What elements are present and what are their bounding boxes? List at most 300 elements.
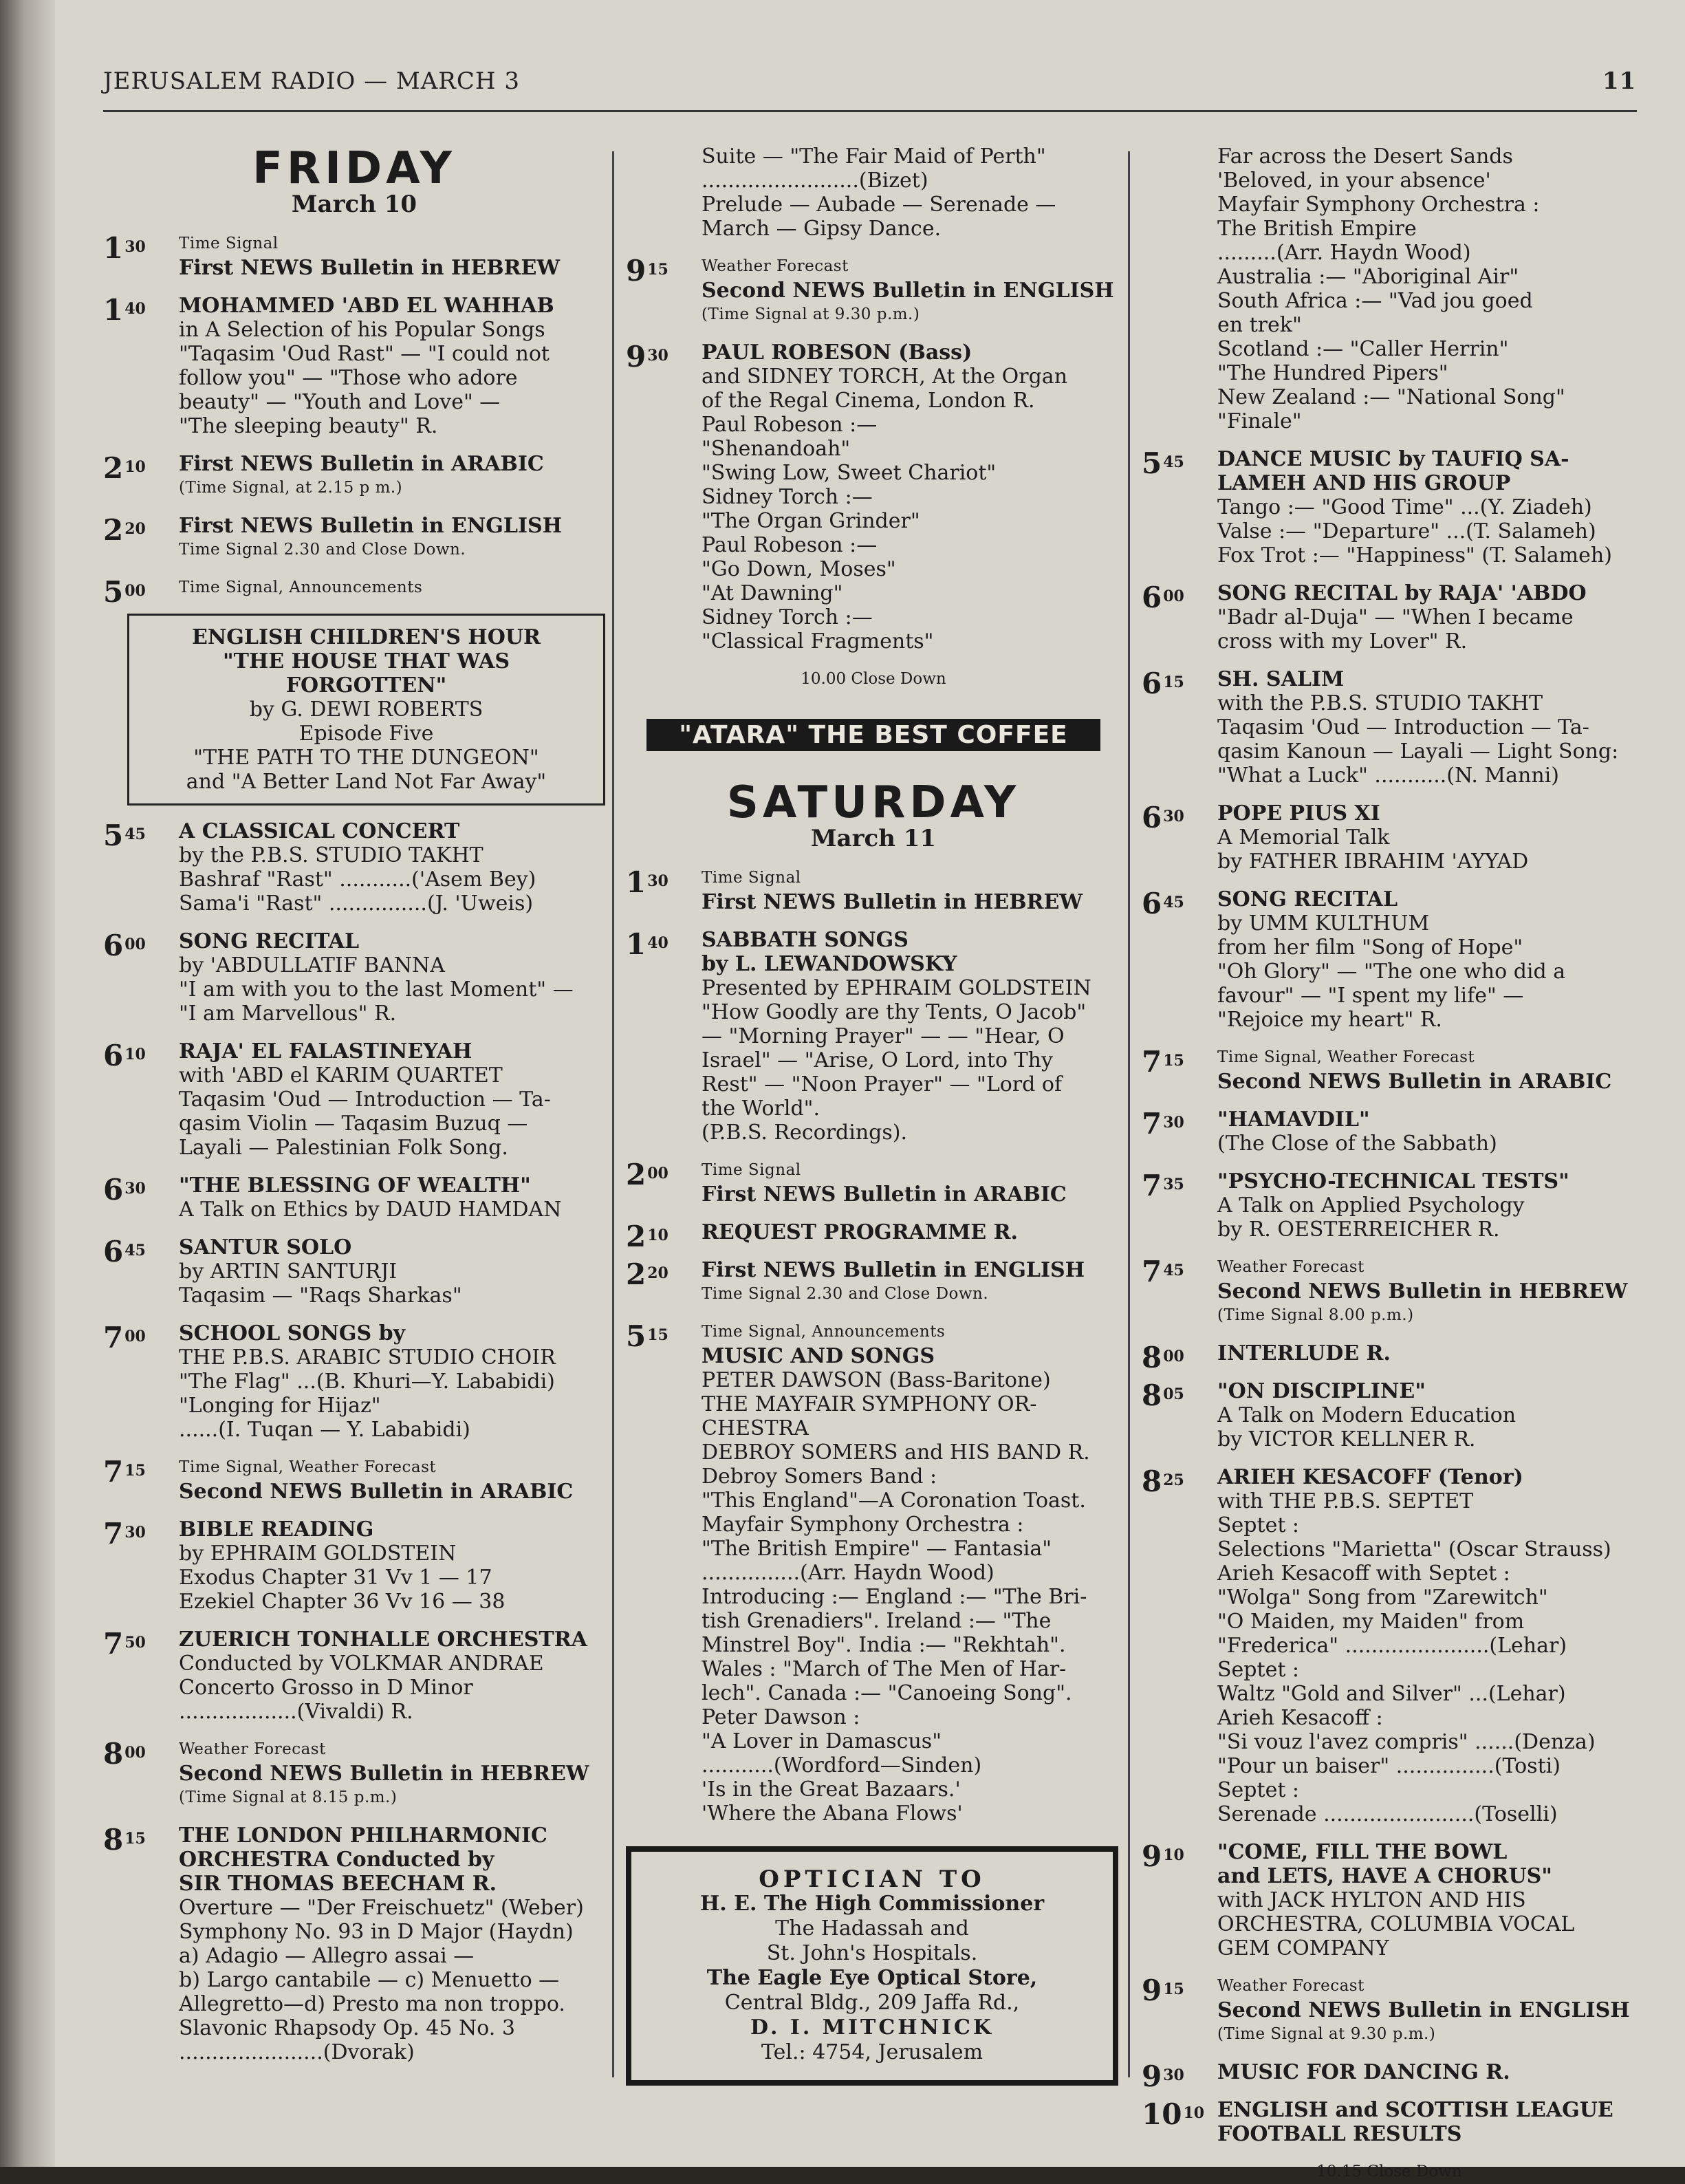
programme-line: with the P.B.S. STUDIO TAKHT bbox=[1217, 691, 1543, 715]
programme-line: ...........(Wordford—Sinden) bbox=[702, 1753, 982, 1777]
programme-time bbox=[103, 929, 175, 962]
programme-line: "A Lover in Damascus" bbox=[702, 1729, 942, 1753]
programme-line: MOHAMMED 'ABD EL WAHHAB bbox=[179, 294, 554, 318]
time-hour: 6 bbox=[1142, 887, 1162, 920]
programme-line: "Longing for Hijaz" bbox=[179, 1394, 381, 1418]
time-hour: 2 bbox=[103, 451, 124, 485]
time-minutes: 15 bbox=[124, 1462, 146, 1480]
text-line: "THE PATH TO THE DUNGEON" bbox=[193, 746, 539, 770]
programme-line: Second NEWS Bulletin in HEBREW bbox=[1217, 1279, 1628, 1304]
header-rule bbox=[103, 110, 1637, 112]
programme-line: "Shenandoah" bbox=[702, 437, 851, 461]
text-line: en trek" bbox=[1217, 313, 1302, 337]
programme-line: lech". Canada :— "Canoeing Song". bbox=[702, 1681, 1072, 1705]
time-minutes: 30 bbox=[647, 872, 668, 890]
programme-line: ENGLISH and SCOTTISH LEAGUE bbox=[1217, 2098, 1613, 2122]
programme-entry bbox=[1142, 1840, 1637, 1960]
time-minutes: 15 bbox=[124, 1830, 146, 1848]
programme-line: "I am with you to the last Moment" — bbox=[179, 977, 574, 1002]
saturday-heading: SATURDAY bbox=[726, 777, 1021, 828]
programme-entry bbox=[1142, 2098, 1637, 2146]
programme-entry bbox=[1142, 1169, 1637, 1242]
text-line: The British Empire bbox=[1217, 217, 1417, 241]
programme-line: Concerto Grosso in D Minor bbox=[179, 1676, 473, 1700]
time-minutes: 00 bbox=[1163, 587, 1184, 605]
programme-line: "Go Down, Moses" bbox=[702, 557, 896, 581]
programme-line: Waltz "Gold and Silver" ...(Lehar) bbox=[1217, 1682, 1566, 1706]
programme-line: Paul Robeson :— bbox=[702, 533, 878, 557]
programme-line: with JACK HYLTON AND HIS bbox=[1217, 1888, 1526, 1912]
programme-line: DANCE MUSIC by TAUFIQ SA- bbox=[1217, 447, 1569, 471]
programme-line: ..................(Vivaldi) R. bbox=[179, 1700, 413, 1724]
text-line: Mayfair Symphony Orchestra : bbox=[1217, 193, 1540, 217]
programme-line: the World". bbox=[702, 1096, 820, 1121]
programme-line: "How Goodly are thy Tents, O Jacob" bbox=[702, 1000, 1087, 1024]
time-hour: 5 bbox=[103, 819, 124, 852]
atara-coffee-banner: "ATARA" THE BEST COFFEE bbox=[646, 719, 1100, 751]
programme-line: Second NEWS Bulletin in ENGLISH bbox=[1217, 1998, 1630, 2022]
time-hour: 7 bbox=[1142, 1255, 1162, 1288]
time-minutes: 00 bbox=[124, 936, 146, 953]
time-hour: 5 bbox=[103, 575, 124, 609]
programme-entry bbox=[1142, 1107, 1637, 1156]
saturday-schedule bbox=[626, 866, 1121, 1826]
programme-line: Bashraf "Rast" ...........('Asem Bey) bbox=[179, 867, 536, 891]
time-hour: 9 bbox=[1142, 1839, 1162, 1873]
programme-time bbox=[626, 1319, 697, 1353]
programme-line: "I am Marvellous" R. bbox=[179, 1002, 397, 1026]
programme-line: SONG RECITAL bbox=[179, 929, 360, 953]
friday-column bbox=[103, 144, 605, 2078]
text-line: Episode Five bbox=[298, 722, 434, 746]
time-hour: 8 bbox=[1142, 1378, 1162, 1412]
text-line: Australia :— "Aboriginal Air" bbox=[1217, 265, 1519, 289]
programme-line: b) Largo cantabile — c) Menuetto — bbox=[179, 1968, 560, 1992]
programme-line: MUSIC AND SONGS bbox=[702, 1344, 935, 1368]
middle-column bbox=[626, 144, 1121, 2086]
programme-entry bbox=[103, 1174, 605, 1222]
programme-time bbox=[1142, 1341, 1213, 1374]
programme-line: Taqasim 'Oud — Introduction — Ta- bbox=[179, 1088, 551, 1112]
programme-entry bbox=[103, 1824, 605, 2064]
time-hour: 7 bbox=[103, 1455, 124, 1489]
programme-line: First NEWS Bulletin in ARABIC bbox=[702, 1182, 1067, 1207]
saturday-date: March 11 bbox=[810, 825, 937, 852]
programme-time bbox=[626, 254, 697, 288]
time-hour: 7 bbox=[103, 1517, 124, 1550]
time-minutes: 15 bbox=[647, 261, 668, 279]
programme-line: THE LONDON PHILHARMONIC bbox=[179, 1824, 547, 1848]
programme-entry bbox=[103, 819, 605, 916]
programme-entry bbox=[103, 929, 605, 1026]
programme-line: (Time Signal, at 2.15 p m.) bbox=[179, 479, 403, 497]
programme-line: First NEWS Bulletin in HEBREW bbox=[702, 890, 1083, 914]
programme-line: qasim Kanoun — Layali — Light Song: bbox=[1217, 739, 1619, 764]
programme-time bbox=[1142, 1169, 1213, 1202]
programme-line: A Talk on Ethics by DAUD HAMDAN bbox=[179, 1198, 562, 1222]
programme-line: — "Morning Prayer" — — "Hear, O bbox=[702, 1024, 1065, 1048]
programme-time bbox=[1142, 667, 1213, 700]
programme-line: Second NEWS Bulletin in HEBREW bbox=[179, 1762, 589, 1786]
programme-entry bbox=[626, 255, 1121, 327]
programme-line: Septet : bbox=[1217, 1658, 1300, 1682]
programme-line: MUSIC FOR DANCING R. bbox=[1217, 2060, 1510, 2084]
programme-line: by 'ABDULLATIF BANNA bbox=[179, 953, 445, 977]
time-minutes: 10 bbox=[647, 1226, 668, 1244]
time-hour: 2 bbox=[626, 1220, 646, 1253]
programme-line: by VICTOR KELLNER R. bbox=[1217, 1427, 1476, 1451]
text-line: St. John's Hospitals. bbox=[766, 1941, 978, 1965]
text-line: 'Beloved, in your absence' bbox=[1217, 169, 1491, 193]
time-minutes: 20 bbox=[647, 1264, 668, 1282]
time-hour: 8 bbox=[1142, 1341, 1162, 1374]
time-minutes: 30 bbox=[124, 1180, 146, 1198]
programme-line: ARIEH KESACOFF (Tenor) bbox=[1217, 1465, 1523, 1489]
programme-line: Peter Dawson : bbox=[702, 1705, 860, 1729]
programme-time bbox=[626, 340, 697, 374]
programme-line: First NEWS Bulletin in ARABIC bbox=[179, 452, 544, 476]
programme-line: THE MAYFAIR SYMPHONY OR- bbox=[702, 1392, 1037, 1416]
programme-entry bbox=[103, 452, 605, 500]
programme-line: A CLASSICAL CONCERT bbox=[179, 819, 460, 843]
time-hour: 8 bbox=[1142, 1464, 1162, 1498]
time-hour: 2 bbox=[103, 513, 124, 547]
programme-line: by FATHER IBRAHIM 'AYYAD bbox=[1217, 850, 1529, 874]
programme-line: SABBATH SONGS bbox=[702, 928, 909, 952]
time-minutes: 00 bbox=[647, 1165, 668, 1182]
friday-late-schedule bbox=[626, 255, 1121, 653]
programme-line: "Si vouz l'avez compris" ......(Denza) bbox=[1217, 1730, 1596, 1754]
text-line: "Finale" bbox=[1217, 409, 1302, 433]
programme-line: Time Signal bbox=[702, 869, 801, 887]
programme-line: First NEWS Bulletin in HEBREW bbox=[179, 256, 561, 280]
programme-time bbox=[1142, 2059, 1213, 2093]
programme-time bbox=[626, 927, 697, 961]
programme-line: and SIDNEY TORCH, At the Organ bbox=[702, 365, 1068, 389]
time-hour: 8 bbox=[103, 1823, 124, 1857]
optician-advertisement bbox=[626, 1846, 1118, 2086]
programme-entry bbox=[1142, 887, 1637, 1032]
programme-entry bbox=[103, 1321, 605, 1442]
programme-time bbox=[103, 1737, 175, 1771]
programme-line: follow you" — "Those who adore bbox=[179, 366, 518, 390]
programme-time bbox=[103, 1235, 175, 1268]
programme-line: LAMEH AND HIS GROUP bbox=[1217, 471, 1511, 495]
page-header-title: JERUSALEM RADIO — MARCH 3 bbox=[103, 67, 520, 95]
time-hour: 5 bbox=[1142, 446, 1162, 480]
programme-line: Weather Forecast bbox=[1217, 1258, 1365, 1276]
programme-time bbox=[626, 865, 697, 899]
time-minutes: 40 bbox=[647, 934, 668, 952]
programme-line: INTERLUDE R. bbox=[1217, 1341, 1391, 1365]
programme-line: "PSYCHO-TECHNICAL TESTS" bbox=[1217, 1169, 1569, 1193]
programme-line: "The Flag" ...(B. Khuri—Y. Lababidi) bbox=[179, 1370, 555, 1394]
time-hour: 1 bbox=[626, 865, 646, 899]
programme-line: "Badr al-Duja" — "When I became bbox=[1217, 605, 1574, 629]
text-line: Tel.: 4754, Jerusalem bbox=[761, 2040, 983, 2064]
time-minutes: 45 bbox=[1163, 894, 1184, 911]
text-line: ........................(Bizet) bbox=[702, 169, 928, 193]
programme-line: "This England"—A Coronation Toast. bbox=[702, 1489, 1086, 1513]
programme-line: Valse :— "Departure" ...(T. Salameh) bbox=[1217, 519, 1596, 543]
programme-line: DEBROY SOMERS and HIS BAND R. bbox=[702, 1440, 1090, 1464]
programme-time bbox=[626, 1158, 697, 1191]
programme-line: Arieh Kesacoff : bbox=[1217, 1706, 1383, 1730]
programme-time bbox=[103, 231, 175, 265]
programme-line: RAJA' EL FALASTINEYAH bbox=[179, 1039, 472, 1063]
programme-line: "O Maiden, my Maiden" from bbox=[1217, 1610, 1525, 1634]
saturday-evening-schedule bbox=[1142, 447, 1637, 2146]
programme-line: PETER DAWSON (Bass-Baritone) bbox=[702, 1368, 1051, 1392]
programme-line: Conducted by VOLKMAR ANDRAE bbox=[179, 1652, 544, 1676]
programme-line: Exodus Chapter 31 Vv 1 — 17 bbox=[179, 1566, 492, 1590]
programme-line: "THE BLESSING OF WEALTH" bbox=[179, 1174, 531, 1198]
programme-entry bbox=[103, 1235, 605, 1308]
programme-line: Second NEWS Bulletin in ARABIC bbox=[1217, 1070, 1612, 1094]
programme-time bbox=[626, 1220, 697, 1253]
programme-entry bbox=[626, 1320, 1121, 1826]
programme-line: Time Signal bbox=[179, 235, 279, 252]
programme-line: (Time Signal at 8.15 p.m.) bbox=[179, 1788, 398, 1806]
programme-line: First NEWS Bulletin in ENGLISH bbox=[179, 514, 563, 538]
text-line: FORGOTTEN" bbox=[285, 673, 447, 698]
programme-line: Weather Forecast bbox=[702, 257, 849, 275]
programme-entry bbox=[626, 340, 1121, 653]
programme-time bbox=[1142, 1974, 1213, 2007]
programme-line: "Swing Low, Sweet Chariot" bbox=[702, 461, 997, 485]
programme-line: THE P.B.S. ARABIC STUDIO CHOIR bbox=[179, 1345, 556, 1370]
programme-line: Layali — Palestinian Folk Song. bbox=[179, 1136, 508, 1160]
programme-line: Israel" — "Arise, O Lord, into Thy bbox=[702, 1048, 1053, 1072]
programme-line: Rest" — "Noon Prayer" — "Lord of bbox=[702, 1072, 1063, 1096]
friday-schedule-part-2 bbox=[103, 819, 605, 2064]
friday-schedule-part-1 bbox=[103, 231, 605, 609]
programme-line: Wales : "March of The Men of Har- bbox=[702, 1657, 1067, 1681]
programme-line: 'Is in the Great Bazaars.' bbox=[702, 1777, 961, 1802]
text-line: The Hadassah and bbox=[775, 1916, 969, 1940]
programme-line: ...............(Arr. Haydn Wood) bbox=[702, 1561, 994, 1585]
programme-line: Second NEWS Bulletin in ENGLISH bbox=[702, 279, 1114, 303]
time-minutes: 00 bbox=[124, 582, 146, 600]
programme-line: in A Selection of his Popular Songs bbox=[179, 318, 545, 342]
programme-line: Time Signal, Announcements bbox=[702, 1323, 946, 1341]
programme-line: 'Where the Abana Flows' bbox=[702, 1802, 963, 1826]
programme-time bbox=[103, 1455, 175, 1489]
programme-entry bbox=[1142, 801, 1637, 874]
page-number: 11 bbox=[1602, 67, 1637, 95]
programme-time bbox=[103, 819, 175, 852]
programme-time bbox=[1142, 1839, 1213, 1873]
programme-line: Second NEWS Bulletin in ARABIC bbox=[179, 1480, 574, 1504]
time-hour: 2 bbox=[626, 1257, 646, 1291]
programme-line: REQUEST PROGRAMME R. bbox=[702, 1220, 1018, 1244]
programme-entry bbox=[626, 1258, 1121, 1306]
time-minutes: 45 bbox=[124, 825, 146, 843]
programme-time bbox=[103, 513, 175, 547]
programme-entry bbox=[1142, 1255, 1637, 1328]
programme-line: SANTUR SOLO bbox=[179, 1235, 352, 1259]
programme-time bbox=[1142, 1464, 1213, 1498]
programme-line: Septet : bbox=[1217, 1513, 1300, 1537]
time-hour: 9 bbox=[626, 254, 646, 288]
programme-line: "Wolga" Song from "Zarewitch" bbox=[1217, 1586, 1548, 1610]
time-minutes: 30 bbox=[647, 347, 668, 365]
programme-line: First NEWS Bulletin in ENGLISH bbox=[702, 1258, 1085, 1282]
programme-line: A Talk on Applied Psychology bbox=[1217, 1193, 1525, 1218]
programme-line: (Time Signal at 9.30 p.m.) bbox=[702, 305, 920, 323]
programme-line: Serenade .......................(Toselli) bbox=[1217, 1802, 1558, 1826]
time-hour: 1 bbox=[103, 293, 124, 327]
programme-entry bbox=[626, 1158, 1121, 1207]
programme-line: Slavonic Rhapsody Op. 45 No. 3 bbox=[179, 2016, 515, 2040]
programme-line: ......................(Dvorak) bbox=[179, 2040, 415, 2064]
text-line: March — Gipsy Dance. bbox=[702, 217, 942, 241]
time-minutes: 00 bbox=[124, 1328, 146, 1345]
programme-line: favour" — "I spent my life" — bbox=[1217, 984, 1524, 1008]
programme-line: FOOTBALL RESULTS bbox=[1217, 2122, 1462, 2146]
time-minutes: 05 bbox=[1163, 1385, 1184, 1403]
text-line: and "A Better Land Not Far Away" bbox=[186, 770, 547, 794]
programme-line: CHESTRA bbox=[702, 1416, 809, 1440]
text-line: New Zealand :— "National Song" bbox=[1217, 385, 1565, 409]
programme-line: by L. LEWANDOWSKY bbox=[702, 952, 957, 976]
time-minutes: 45 bbox=[124, 1242, 146, 1259]
time-minutes: 00 bbox=[124, 1744, 146, 1762]
programme-entry bbox=[103, 232, 605, 280]
time-hour: 6 bbox=[1142, 581, 1162, 614]
programme-line: from her film "Song of Hope" bbox=[1217, 936, 1523, 960]
programme-entry bbox=[1142, 1341, 1637, 1374]
programme-line: SH. SALIM bbox=[1217, 667, 1345, 691]
programme-time bbox=[103, 1173, 175, 1207]
programme-time bbox=[103, 575, 175, 609]
programme-line: "The sleeping beauty" R. bbox=[179, 414, 438, 438]
time-minutes: 40 bbox=[124, 300, 146, 318]
time-hour: 10 bbox=[1142, 2097, 1182, 2131]
programme-entry bbox=[1142, 1379, 1637, 1451]
programme-line: Introducing :— England :— "The Bri- bbox=[702, 1585, 1087, 1609]
text-line: ENGLISH CHILDREN'S HOUR bbox=[192, 625, 541, 649]
programme-entry bbox=[1142, 2059, 1637, 2093]
time-minutes: 45 bbox=[1163, 1262, 1184, 1279]
text-line: .........(Arr. Haydn Wood) bbox=[1217, 241, 1471, 265]
programme-line: (The Close of the Sabbath) bbox=[1217, 1132, 1497, 1156]
programme-line: Tango :— "Good Time" ...(Y. Ziadeh) bbox=[1217, 495, 1592, 519]
programme-line: Overture — "Der Freischuetz" (Weber) bbox=[179, 1896, 584, 1920]
programme-line: cross with my Lover" R. bbox=[1217, 629, 1468, 653]
time-minutes: 15 bbox=[1163, 673, 1184, 691]
programme-time bbox=[1142, 1107, 1213, 1140]
programme-entry bbox=[626, 928, 1121, 1145]
programme-line: (Time Signal 8.00 p.m.) bbox=[1217, 1306, 1414, 1324]
time-minutes: 10 bbox=[124, 458, 146, 476]
programme-line: of the Regal Cinema, London R. bbox=[702, 389, 1035, 413]
text-line: South Africa :— "Vad jou goed bbox=[1217, 289, 1533, 313]
time-hour: 7 bbox=[103, 1627, 124, 1661]
programme-line: GEM COMPANY bbox=[1217, 1936, 1389, 1960]
time-hour: 6 bbox=[103, 1173, 124, 1207]
friday-continuation bbox=[626, 144, 1121, 241]
time-hour: 6 bbox=[103, 1235, 124, 1268]
programme-line: Paul Robeson :— bbox=[702, 413, 878, 437]
time-hour: 7 bbox=[1142, 1169, 1162, 1202]
programme-line: by UMM KULTHUM bbox=[1217, 911, 1430, 936]
time-hour: 6 bbox=[1142, 801, 1162, 834]
time-hour: 6 bbox=[103, 929, 124, 962]
programme-line: "HAMAVDIL" bbox=[1217, 1107, 1370, 1132]
programme-line: Presented by EPHRAIM GOLDSTEIN bbox=[702, 976, 1091, 1000]
programme-entry bbox=[1142, 667, 1637, 788]
column-divider-right bbox=[1128, 151, 1130, 2077]
time-hour: 7 bbox=[1142, 1045, 1162, 1079]
programme-line: "COME, FILL THE BOWL bbox=[1217, 1840, 1508, 1864]
programme-line: "ON DISCIPLINE" bbox=[1217, 1379, 1426, 1403]
programme-line: Taqasim — "Raqs Sharkas" bbox=[179, 1284, 462, 1308]
time-minutes: 00 bbox=[1163, 1348, 1184, 1365]
programme-entry bbox=[103, 294, 605, 438]
programme-line: Minstrel Boy". India :— "Rekhtah". bbox=[702, 1633, 1066, 1657]
programme-entry bbox=[1142, 447, 1637, 567]
programme-line: "What a Luck" ...........(N. Manni) bbox=[1217, 764, 1559, 788]
time-hour: 7 bbox=[1142, 1107, 1162, 1140]
programme-entry bbox=[1142, 1974, 1637, 2046]
text-line: "The Hundred Pipers" bbox=[1217, 361, 1448, 385]
time-hour: 2 bbox=[626, 1158, 646, 1191]
time-hour: 6 bbox=[1142, 667, 1162, 700]
programme-line: Time Signal bbox=[702, 1161, 801, 1179]
programme-line: "The British Empire" — Fantasia" bbox=[702, 1537, 1052, 1561]
programme-entry bbox=[103, 1628, 605, 1724]
programme-line: by the P.B.S. STUDIO TAKHT bbox=[179, 843, 483, 867]
friday-close-down: 10.00 Close Down bbox=[801, 670, 946, 688]
programme-time bbox=[103, 1321, 175, 1354]
time-minutes: 10 bbox=[1183, 2104, 1205, 2122]
programme-line: and LETS, HAVE A CHORUS" bbox=[1217, 1864, 1552, 1888]
programme-line: Symphony No. 93 in D Major (Haydn) bbox=[179, 1920, 574, 1944]
programme-line: Debroy Somers Band : bbox=[702, 1464, 937, 1489]
programme-line: (Time Signal at 9.30 p.m.) bbox=[1217, 2025, 1436, 2043]
programme-line: ......(I. Tuqan — Y. Lababidi) bbox=[179, 1418, 470, 1442]
programme-line: with THE P.B.S. SEPTET bbox=[1217, 1489, 1474, 1513]
time-hour: 9 bbox=[1142, 1974, 1162, 2007]
programme-line: with 'ABD el KARIM QUARTET bbox=[179, 1063, 503, 1088]
programme-line: ORCHESTRA, COLUMBIA VOCAL bbox=[1217, 1912, 1575, 1936]
programme-line: "The Organ Grinder" bbox=[702, 509, 920, 533]
time-minutes: 10 bbox=[124, 1046, 146, 1063]
programme-line: by EPHRAIM GOLDSTEIN bbox=[179, 1542, 457, 1566]
programme-line: "Pour un baiser" ...............(Tosti) bbox=[1217, 1754, 1561, 1778]
programme-line: "Oh Glory" — "The one who did a bbox=[1217, 960, 1566, 984]
time-hour: 9 bbox=[626, 340, 646, 374]
saturday-close-down: 10.15 Close Down bbox=[1316, 2163, 1462, 2181]
programme-entry bbox=[103, 575, 605, 609]
programme-line: Time Signal, Announcements bbox=[179, 579, 423, 596]
programme-line: by ARTIN SANTURJI bbox=[179, 1259, 398, 1284]
programme-time bbox=[626, 1257, 697, 1291]
programme-line: BIBLE READING bbox=[179, 1517, 374, 1542]
programme-line: "At Dawning" bbox=[702, 581, 843, 605]
programme-entry bbox=[103, 1738, 605, 1810]
time-minutes: 25 bbox=[1163, 1471, 1184, 1489]
programme-line: Time Signal, Weather Forecast bbox=[1217, 1048, 1475, 1066]
programme-time bbox=[103, 293, 175, 327]
programme-line: Weather Forecast bbox=[1217, 1977, 1365, 1995]
programme-entry bbox=[103, 1517, 605, 1614]
programme-line: (P.B.S. Recordings). bbox=[702, 1121, 907, 1145]
time-hour: 6 bbox=[103, 1039, 124, 1072]
time-minutes: 30 bbox=[1163, 808, 1184, 825]
programme-line: Fox Trot :— "Happiness" (T. Salameh) bbox=[1217, 543, 1612, 567]
